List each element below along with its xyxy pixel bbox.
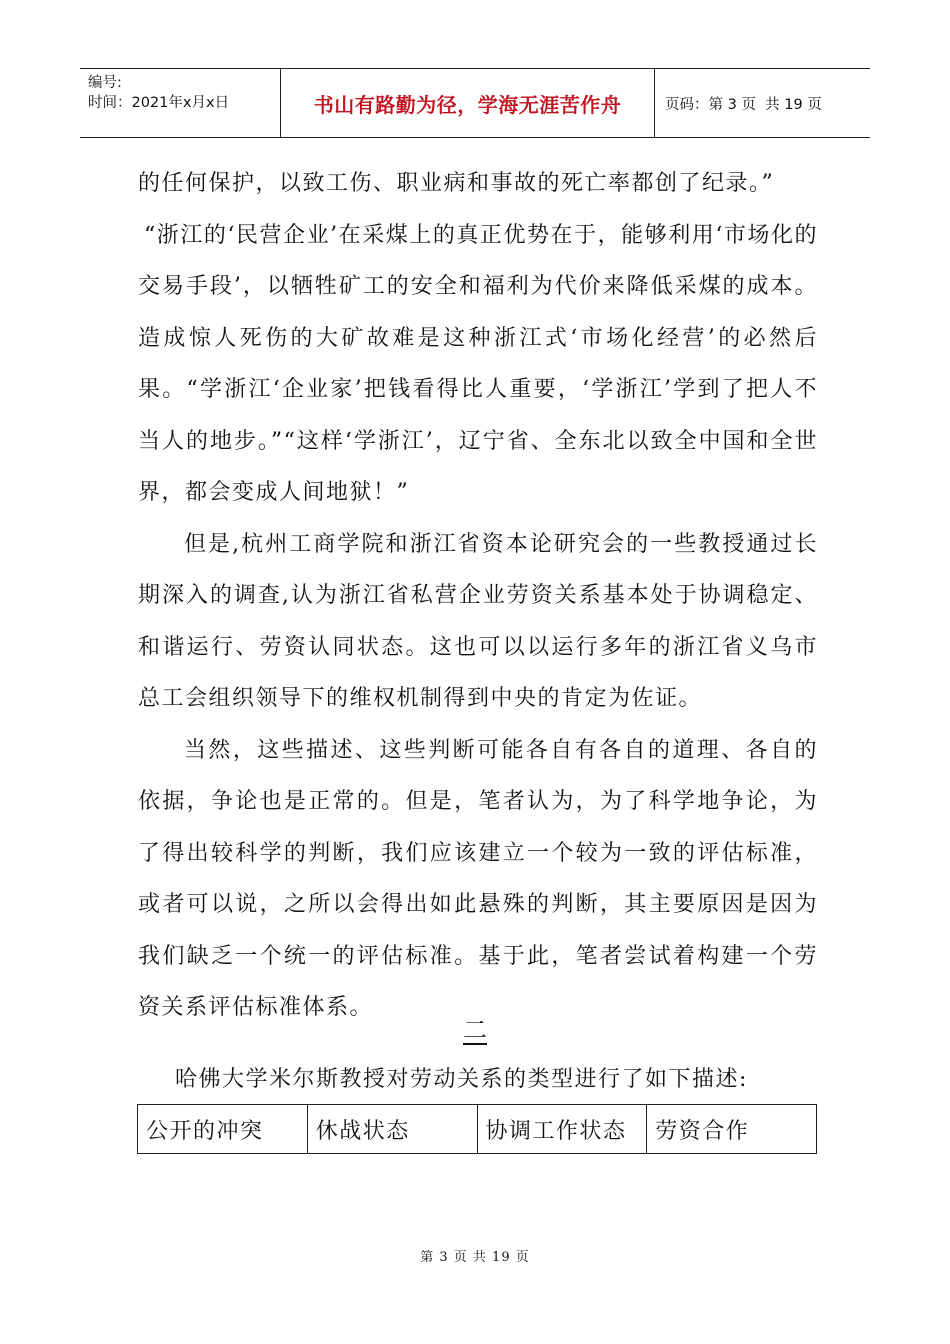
table-intro-line: 哈佛大学米尔斯教授对劳动关系的类型进行了如下描述:: [175, 1067, 748, 1092]
table-cell: 休战状态: [307, 1105, 477, 1154]
table-cell: 劳资合作: [647, 1105, 817, 1154]
body-text: [138, 158, 818, 1034]
page-footer: 第 3 页 共 19 页: [420, 1250, 530, 1265]
page-header: [80, 68, 870, 138]
document-number-label: 编号:: [88, 75, 122, 91]
paragraph-continuation: 的任何保护，以致工伤、职业病和事故的死亡率都创了纪录。”: [138, 171, 775, 196]
header-motto-cell: [281, 69, 655, 137]
header-page-label: 页码：第 3 页 共 19 页: [665, 96, 822, 113]
table-cell: 协调工作状态: [477, 1105, 647, 1154]
table-cell: 公开的冲突: [138, 1105, 308, 1154]
document-time-label: 时间：2021年x月x日: [88, 95, 230, 111]
header-page-cell: [655, 69, 870, 137]
labor-relation-types-table: [137, 1104, 817, 1154]
paragraph-survey: 但是,杭州工商学院和浙江省资本论研究会的一些教授通过长期深入的调查,认为浙江省私营企业劳资关系基本处于协调稳定、和谐运行、劳资认同状态。这也可以以运行多年的浙江省义乌市总工会组织领导下的维权机制得到中央的肯定为佐证。: [138, 531, 818, 711]
header-motto: 书山有路勤为径，学海无涯苦作舟: [313, 92, 622, 117]
table-row: [138, 1105, 817, 1154]
section-heading: 二: [463, 1016, 487, 1044]
paragraph-argument: 当然，这些描述、这些判断可能各自有各自的道理、各自的依据，争论也是正常的。但是，笔者认为，为了科学地争论，为了得出较科学的判断，我们应该建立一个较为一致的评估标准，或者可以说，之所以会得出如此悬殊的判断，其主要原因是因为我们缺乏一个统一的评估标准。基于此，笔者尝试着构建一个劳资关系评估标准体系。: [138, 737, 818, 1020]
header-meta: [80, 69, 281, 137]
paragraph-quote: “浙江的‘民营企业’在采煤上的真正优势在于，能够利用‘市场化的交易手段’，以牺牲矿工的安全和福利为代价来降低采煤的成本。造成惊人死伤的大矿故难是这种浙江式‘市场化经营’的必然后果。“学浙江‘企业家’把钱看得比人重要，‘学浙江’学到了把人不当人的地步。”“这样‘学浙江’，辽宁省、全东北以致全中国和全世界，都会变成人间地狱！”: [138, 222, 818, 505]
